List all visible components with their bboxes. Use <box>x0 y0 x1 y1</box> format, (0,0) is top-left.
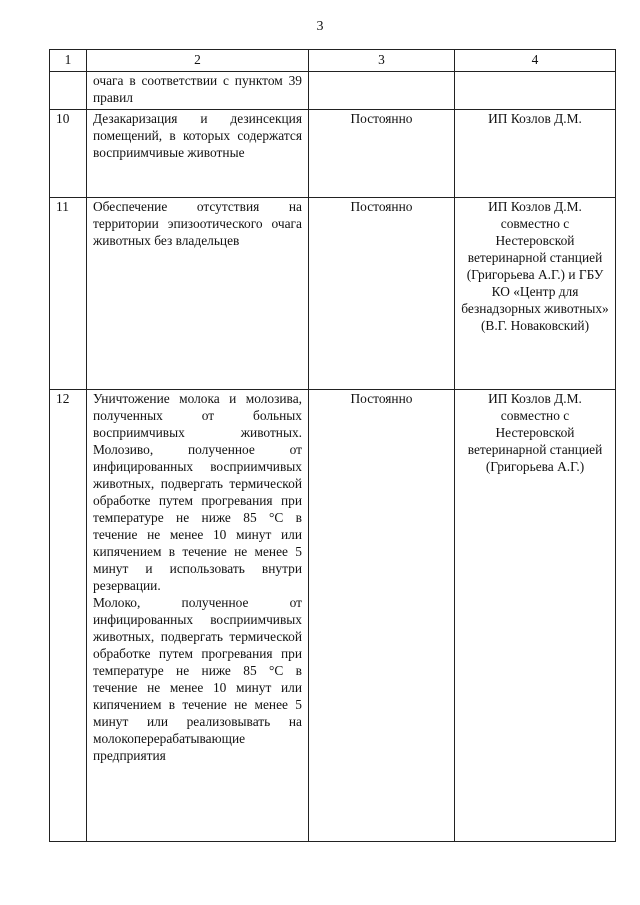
measure-text: Уничтожение молока и молозива, полученных от больных восприимчивых животных. Молозиво, полученное от инфицированных восприимчивых животных, подвергать термической обработке путем прогревания при температуре не ниже 85 °C в течение не менее 10 минут или кипячением в течение не менее 5 минут и использовать внутри резервации. <box>93 391 302 593</box>
column-header-term: 3 <box>309 50 455 72</box>
row-term <box>309 72 455 110</box>
measure-text: Дезакаризация и дезинсекция помещений, в которых содержатся восприимчивые животные <box>93 111 302 160</box>
table-header-row <box>50 50 616 72</box>
measure-text: Обеспечение отсутствия на территории эпизоотического очага животных без владельцев <box>93 199 302 248</box>
table-row <box>50 390 616 842</box>
row-number: 12 <box>50 390 87 842</box>
row-measure <box>87 110 309 198</box>
row-measure <box>87 198 309 390</box>
row-responsible: ИП Козлов Д.М. <box>455 110 616 198</box>
row-measure <box>87 390 309 842</box>
row-term: Постоянно <box>309 110 455 198</box>
row-responsible <box>455 72 616 110</box>
row-responsible: ИП Козлов Д.М. совместно с Нестеровской ветеринарной станцией (Григорьева А.Г.) и ГБУ КО «Центр для безнадзорных животных» (В.Г. Новаковский) <box>455 198 616 390</box>
table-row <box>50 110 616 198</box>
row-number <box>50 72 87 110</box>
row-number: 11 <box>50 198 87 390</box>
row-term: Постоянно <box>309 390 455 842</box>
measure-text: очага в соответствии с пунктом 39 правил <box>93 73 302 105</box>
row-measure <box>87 72 309 110</box>
row-term: Постоянно <box>309 198 455 390</box>
row-responsible: ИП Козлов Д.М. совместно с Нестеровской ветеринарной станцией (Григорьева А.Г.) <box>455 390 616 842</box>
column-header-number: 1 <box>50 50 87 72</box>
table-row <box>50 72 616 110</box>
row-number: 10 <box>50 110 87 198</box>
column-header-measure: 2 <box>87 50 309 72</box>
measures-table <box>49 49 616 842</box>
column-header-responsible: 4 <box>455 50 616 72</box>
table-row <box>50 198 616 390</box>
page-number: 3 <box>316 19 324 34</box>
measure-text: Молоко, полученное от инфицированных восприимчивых животных, подвергать термической обработке путем прогревания при температуре не ниже 85 °C в течение не менее 10 минут или кипячением в течение не менее 5 минут или реализовывать на молокоперерабатывающие предприятия <box>93 595 302 763</box>
